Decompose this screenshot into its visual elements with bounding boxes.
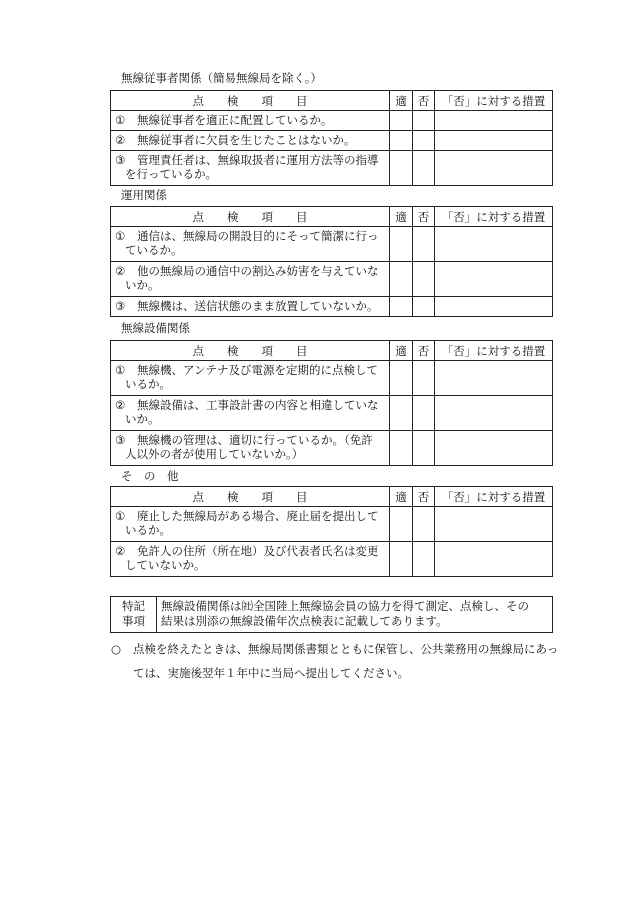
action-cell[interactable]: [435, 542, 553, 577]
check-item: [111, 111, 390, 131]
footnote-line1: 点検を終えたときは、無線局関係書類とともに保管し、公共業務用の無線局にあっ: [133, 642, 559, 656]
ng-cell[interactable]: [413, 396, 435, 431]
header-item: 点 検 項 目: [111, 487, 390, 507]
ng-cell[interactable]: [413, 131, 435, 151]
header-ng: 否: [413, 487, 435, 507]
table-row: [111, 507, 553, 542]
table-row: [111, 262, 553, 297]
ng-cell[interactable]: [413, 542, 435, 577]
check-item: [111, 131, 390, 151]
table-equipment: [110, 340, 553, 466]
item-text: 管理責任者は、無線取扱者に運用方法等の指導: [137, 153, 379, 167]
header-item: 点 検 項 目: [111, 341, 390, 361]
ok-cell[interactable]: [390, 111, 413, 131]
ok-cell[interactable]: [390, 396, 413, 431]
header-ok: 適: [390, 487, 413, 507]
item-text: 無線機、アンテナ及び電源を定期的に点検して: [137, 363, 379, 377]
check-item: [111, 431, 390, 466]
item-number: ③: [115, 153, 126, 167]
header-action: 「否」に対する措置: [435, 91, 553, 111]
table-header-row: [111, 91, 553, 111]
table-row: [111, 396, 553, 431]
action-cell[interactable]: [435, 396, 553, 431]
ok-cell[interactable]: [390, 361, 413, 396]
ng-cell[interactable]: [413, 297, 435, 317]
header-ng: 否: [413, 207, 435, 227]
item-text: 無線設備は、工事設計書の内容と相違していな: [137, 398, 379, 412]
item-text-continued: いるか。: [125, 377, 171, 391]
section-title-other: そ の 他: [121, 469, 179, 483]
item-text: 廃止した無線局がある場合、廃止届を提出して: [137, 509, 379, 523]
footnote-line2: ては、実施後翌年１年中に当局へ提出してください。: [133, 666, 409, 680]
notes-text-line2: 結果は別添の無線設備年次点検表に記載してあります。: [161, 614, 448, 628]
header-item: 点 検 項 目: [111, 207, 390, 227]
item-text: 無線従事者を適正に配置しているか。: [137, 113, 333, 127]
item-text-continued: いか。: [125, 412, 160, 426]
circle-bullet-icon: ○: [111, 642, 122, 656]
ng-cell[interactable]: [413, 227, 435, 262]
item-number: ①: [115, 363, 126, 377]
ng-cell[interactable]: [413, 151, 435, 186]
item-text: 無線機は、送信状態のまま放置していないか。: [137, 299, 379, 313]
ok-cell[interactable]: [390, 297, 413, 317]
table-operation: [110, 206, 553, 317]
action-cell[interactable]: [435, 431, 553, 466]
notes-text-line1: 無線設備関係は㈳全国陸上無線協会員の協力を得て測定、点検し、その: [161, 599, 529, 613]
item-text-continued: いか。: [125, 278, 160, 292]
section-title-operators: 無線従事者関係（簡易無線局を除く。）: [121, 71, 323, 85]
ok-cell[interactable]: [390, 542, 413, 577]
table-row: [111, 111, 553, 131]
header-ng: 否: [413, 91, 435, 111]
item-number: ②: [115, 264, 126, 278]
footnote: [111, 637, 571, 685]
header-ok: 適: [390, 207, 413, 227]
ok-cell[interactable]: [390, 131, 413, 151]
ok-cell[interactable]: [390, 507, 413, 542]
item-text: 通信は、無線局の開設目的にそって簡潔に行っ: [137, 229, 379, 243]
ok-cell[interactable]: [390, 227, 413, 262]
action-cell[interactable]: [435, 507, 553, 542]
item-text: 他の無線局の通信中の割込み妨害を与えていな: [137, 264, 379, 278]
table-row: [111, 131, 553, 151]
ok-cell[interactable]: [390, 262, 413, 297]
header-ng: 否: [413, 341, 435, 361]
action-cell[interactable]: [435, 227, 553, 262]
header-ok: 適: [390, 91, 413, 111]
ng-cell[interactable]: [413, 361, 435, 396]
table-header-row: [111, 341, 553, 361]
item-number: ②: [115, 133, 126, 147]
section-title-equipment: 無線設備関係: [121, 321, 190, 335]
item-number: ①: [115, 509, 126, 523]
notes-label-line2: 事項: [122, 614, 145, 628]
section-title-operation: 運用関係: [121, 188, 167, 202]
ng-cell[interactable]: [413, 262, 435, 297]
action-cell[interactable]: [435, 361, 553, 396]
item-text-continued: を行っているか。: [125, 167, 217, 181]
notes-label: [111, 597, 157, 633]
check-item: [111, 151, 390, 186]
action-cell[interactable]: [435, 151, 553, 186]
table-row: [111, 542, 553, 577]
item-text-continued: 人以外の者が使用していないか。）: [125, 447, 304, 461]
header-action: 「否」に対する措置: [435, 487, 553, 507]
ng-cell[interactable]: [413, 431, 435, 466]
ng-cell[interactable]: [413, 111, 435, 131]
header-action: 「否」に対する措置: [435, 341, 553, 361]
item-number: ③: [115, 433, 126, 447]
action-cell[interactable]: [435, 262, 553, 297]
table-header-row: [111, 207, 553, 227]
table-row: [111, 151, 553, 186]
table-row: [111, 297, 553, 317]
table-row: [111, 227, 553, 262]
table-header-row: [111, 487, 553, 507]
special-notes: [110, 596, 553, 633]
item-text: 免許人の住所（所在地）及び代表者氏名は変更: [137, 544, 379, 558]
item-number: ②: [115, 398, 126, 412]
table-row: [111, 431, 553, 466]
ok-cell[interactable]: [390, 151, 413, 186]
item-text-continued: いるか。: [125, 523, 171, 537]
item-text: 無線従事者に欠員を生じたことはないか。: [137, 133, 356, 147]
header-item: 点 検 項 目: [111, 91, 390, 111]
check-item: [111, 297, 390, 317]
item-text: 無線機の管理は、適切に行っているか。（免許: [137, 433, 373, 447]
header-action: 「否」に対する措置: [435, 207, 553, 227]
check-item: [111, 227, 390, 262]
table-row: [111, 361, 553, 396]
check-item: [111, 396, 390, 431]
item-text-continued: ているか。: [125, 243, 183, 257]
ng-cell[interactable]: [413, 507, 435, 542]
check-item: [111, 361, 390, 396]
item-number: ③: [115, 299, 126, 313]
check-item: [111, 262, 390, 297]
header-ok: 適: [390, 341, 413, 361]
item-number: ①: [115, 229, 126, 243]
table-operators: [110, 90, 553, 186]
table-other: [110, 486, 553, 577]
action-cell[interactable]: [435, 131, 553, 151]
notes-text: [157, 597, 553, 633]
check-item: [111, 507, 390, 542]
action-cell[interactable]: [435, 111, 553, 131]
item-number: ②: [115, 544, 126, 558]
ok-cell[interactable]: [390, 431, 413, 466]
action-cell[interactable]: [435, 297, 553, 317]
notes-label-line1: 特記: [122, 599, 145, 613]
check-item: [111, 542, 390, 577]
item-number: ①: [115, 113, 126, 127]
item-text-continued: していないか。: [125, 558, 206, 572]
